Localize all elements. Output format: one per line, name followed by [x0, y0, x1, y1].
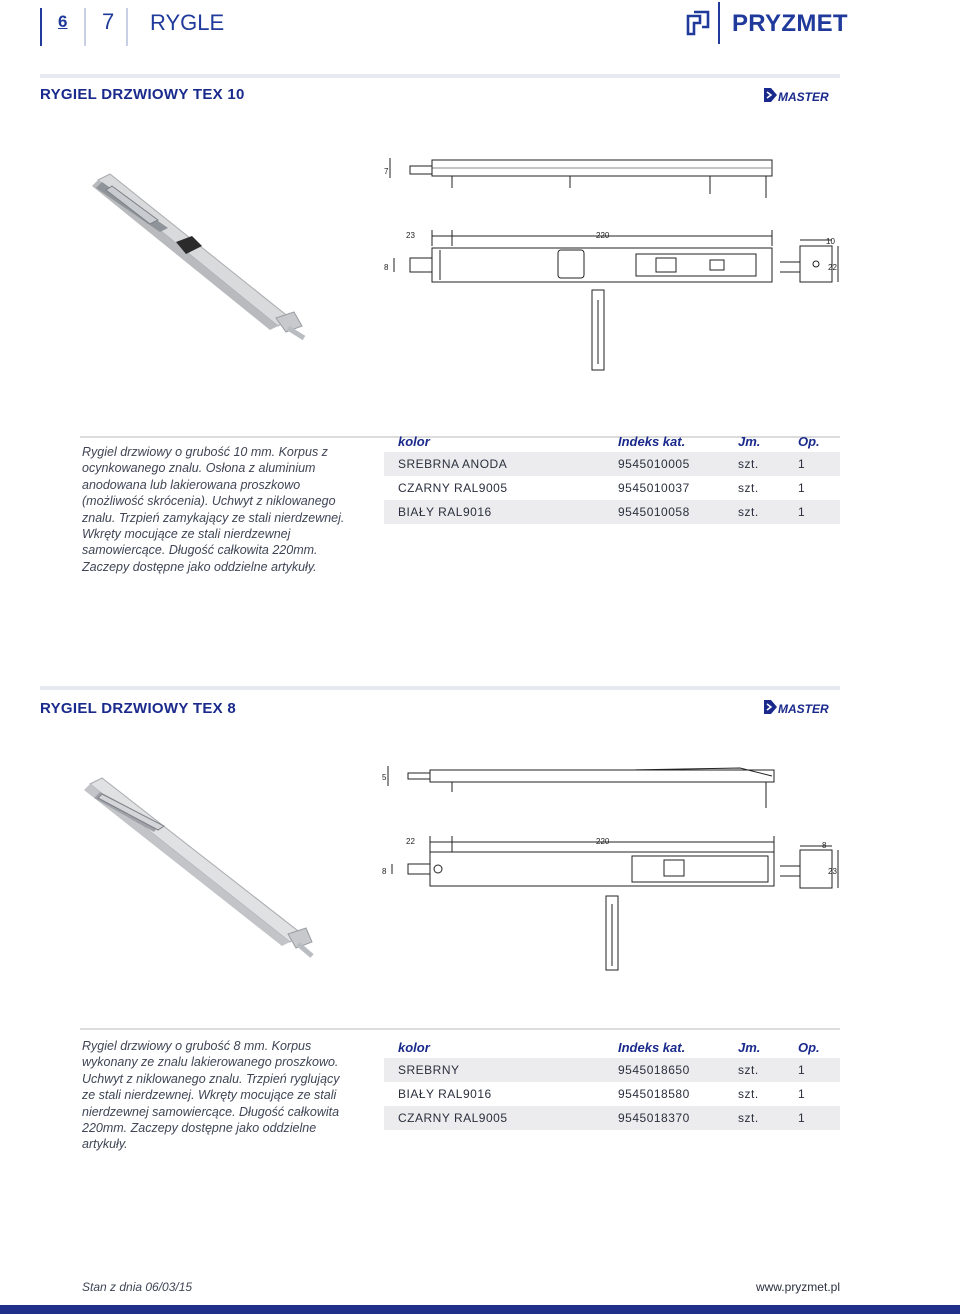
table-row	[384, 500, 840, 524]
cell-color: CZARNY RAL9005	[398, 481, 508, 495]
dim-pin: 5	[382, 773, 387, 782]
dim-height: 8	[384, 263, 389, 272]
section-rule	[40, 74, 840, 78]
dim-length: 220	[596, 231, 610, 240]
cell-color: CZARNY RAL9005	[398, 1111, 508, 1125]
dim-height: 8	[382, 867, 387, 876]
product-photo-tex10	[80, 168, 310, 348]
table-row	[384, 452, 840, 476]
col-pack: Op.	[798, 1039, 820, 1055]
cell-index: 9545018370	[618, 1111, 690, 1125]
table-row	[384, 1106, 840, 1130]
dim-strike-height: 23	[828, 867, 837, 876]
dim-strike-height: 22	[828, 263, 837, 272]
product-photo-tex8	[80, 770, 320, 960]
cell-unit: szt.	[738, 1111, 759, 1125]
cell-index: 9545010005	[618, 457, 690, 471]
product-table	[384, 1036, 840, 1130]
master-logo-text: MASTER	[778, 90, 829, 104]
product-title: RYGIEL DRZWIOWY TEX 8	[40, 700, 237, 717]
col-pack: Op.	[798, 433, 820, 449]
cell-pack: 1	[798, 1087, 806, 1101]
cell-index: 9545010058	[618, 505, 690, 519]
cell-pack: 1	[798, 505, 806, 519]
page-header	[0, 0, 960, 46]
col-unit: Jm.	[738, 1039, 761, 1055]
cell-pack: 1	[798, 481, 806, 495]
current-page-number: 7	[84, 8, 114, 46]
cell-unit: szt.	[738, 1087, 759, 1101]
cell-color: SREBRNA ANODA	[398, 457, 508, 471]
pryzmet-logo-icon	[686, 10, 710, 36]
cell-index: 9545010037	[618, 481, 690, 495]
brand-name[interactable]: PRYZMET	[732, 10, 848, 37]
col-index: Indeks kat.	[618, 1039, 686, 1055]
master-logo	[762, 696, 838, 718]
section-title: RYGLE	[126, 8, 224, 46]
brand-separator	[718, 2, 720, 44]
dim-strike-width: 8	[822, 841, 827, 850]
cell-unit: szt.	[738, 481, 759, 495]
cell-unit: szt.	[738, 505, 759, 519]
dim-strike-width: 10	[826, 237, 835, 246]
master-logo-text: MASTER	[778, 702, 829, 716]
col-unit: Jm.	[738, 433, 761, 449]
footer-date: Stan z dnia 06/03/15	[82, 1280, 193, 1294]
table-header	[384, 430, 840, 452]
master-logo	[762, 84, 838, 106]
cell-unit: szt.	[738, 1063, 759, 1077]
col-color: kolor	[398, 1039, 430, 1055]
product-description: Rygiel drzwiowy o grubość 8 mm. Korpus wykonany ze znalu lakierowanego proszkowo. Uchwyt z niklowanego znalu. Trzpień ryglujący ze stali nierdzewnej. Wkręty mocujące ze stali nierdzewnej samowiercące. Długość całkowita 220mm. Zaczepy dostępne jako oddzielne artykuły.	[82, 1039, 340, 1152]
dim-pin: 7	[384, 167, 389, 176]
prev-page-number[interactable]: 6	[40, 8, 67, 46]
footer-website-link[interactable]: www.pryzmet.pl	[755, 1280, 840, 1294]
cell-pack: 1	[798, 1111, 806, 1125]
table-row	[384, 1058, 840, 1082]
table-row	[384, 476, 840, 500]
dim-offset: 23	[406, 231, 415, 240]
technical-drawing-tex8	[380, 760, 840, 980]
cell-color: BIAŁY RAL9016	[398, 505, 492, 519]
cell-index: 9545018650	[618, 1063, 690, 1077]
cell-pack: 1	[798, 1063, 806, 1077]
col-color: kolor	[398, 433, 430, 449]
col-index: Indeks kat.	[618, 433, 686, 449]
dim-offset: 22	[406, 837, 415, 846]
dim-length: 220	[596, 837, 610, 846]
product-table	[384, 430, 840, 524]
footer-bar	[0, 1305, 960, 1314]
product-description: Rygiel drzwiowy o grubość 10 mm. Korpus z ocynkowanego znalu. Osłona z aluminium anodowana lub lakierowana proszkowo (możliwość skrócenia). Uchwyt z niklowanego znalu. Trzpień zamykający ze stali nierdzewnej. Wkręty mocujące ze stali nierdzewnej samowiercące. Długość całkowita 220mm. Zaczepy dostępne jako oddzielne artykuły.	[82, 445, 345, 574]
technical-drawing-tex10	[380, 150, 840, 380]
cell-color: BIAŁY RAL9016	[398, 1087, 492, 1101]
table-row	[384, 1082, 840, 1106]
cell-pack: 1	[798, 457, 806, 471]
content-divider	[80, 1028, 840, 1030]
cell-index: 9545018580	[618, 1087, 690, 1101]
section-rule	[40, 686, 840, 690]
cell-color: SREBRNY	[398, 1063, 460, 1077]
cell-unit: szt.	[738, 457, 759, 471]
product-title: RYGIEL DRZWIOWY TEX 10	[40, 86, 245, 103]
table-header	[384, 1036, 840, 1058]
